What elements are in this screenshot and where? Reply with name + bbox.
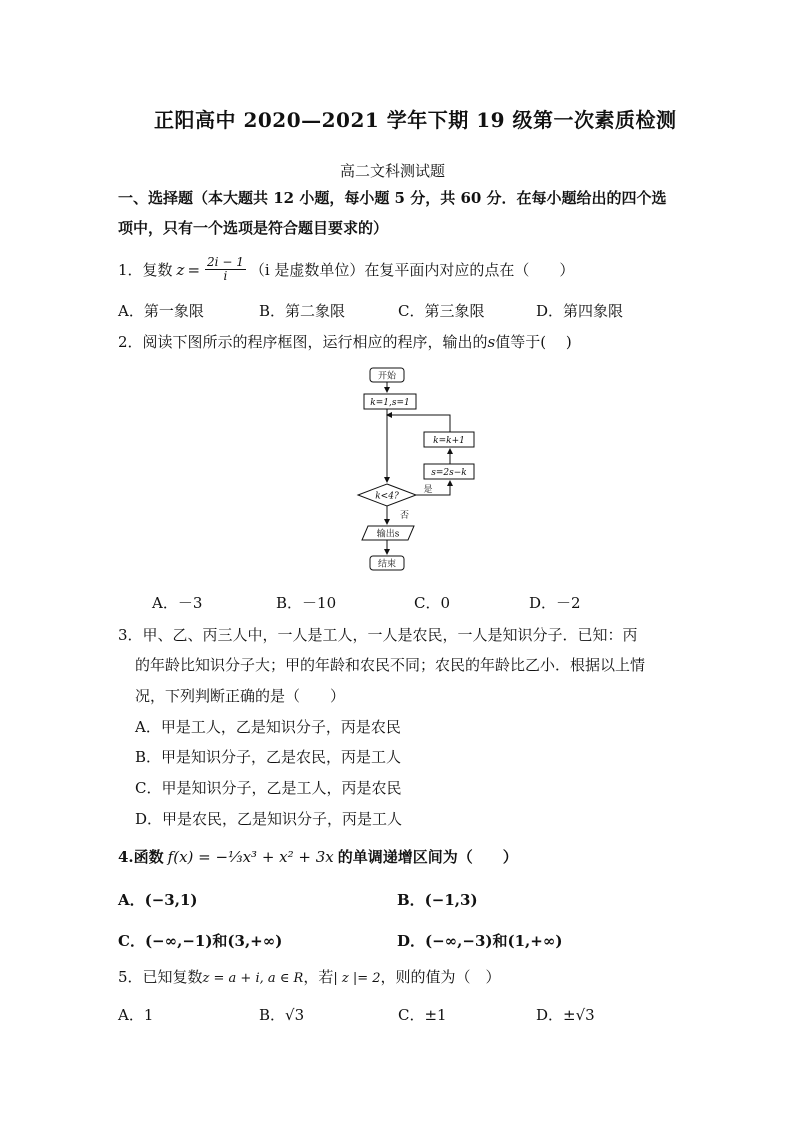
q1-option-d[interactable]: D．第四象限 (536, 302, 624, 320)
flow-condition-label: k<4? (375, 491, 399, 502)
q5-suffix: ，则的值为（ ） (380, 968, 501, 986)
q3-line-2: 的年龄比知识分子大；甲的年龄和农民不同；农民的年龄比乙小．根据以上情 (135, 656, 646, 674)
q4-option-c[interactable]: C．(−∞,−1)和(3,+∞) (118, 932, 283, 950)
flow-yes-label: 是 (423, 485, 433, 495)
q5-prefix: 5．已知复数 (118, 968, 203, 986)
flow-update-k-label: k=k+1 (433, 436, 465, 446)
question-4 (118, 846, 518, 867)
q4-option-a[interactable]: A．(−3,1) (118, 891, 198, 909)
q3-option-c[interactable]: C．甲是知识分子，乙是工人，丙是农民 (135, 779, 402, 797)
q1-prefix: 1．复数 (118, 261, 173, 279)
flow-end-label: 结束 (377, 559, 397, 570)
question-5 (118, 966, 501, 987)
flowchart (340, 360, 500, 580)
q4-formula: f(x) = −⅓x³ + x² + 3x (167, 848, 334, 866)
question-2 (118, 331, 572, 352)
q1-eq: = (187, 260, 201, 279)
q1-fraction (205, 256, 246, 283)
section-heading (118, 187, 667, 208)
page-subtitle: 高二文科测试题 (340, 162, 446, 180)
q2-text-a: 2．阅读下图所示的程序框图，运行相应的程序，输出的 (118, 333, 488, 351)
q5-condition: | z |= 2 (333, 971, 381, 986)
q1-suffix: （i 是虚数单位）在复平面内对应的点在（ ） (249, 261, 575, 279)
page-title: 正阳高中 2020—2021 学年下期 19 级第一次素质检测 (154, 108, 677, 132)
q3-option-a[interactable]: A．甲是工人，乙是知识分子，丙是农民 (135, 718, 401, 736)
q1-option-b[interactable]: B．第二象限 (259, 302, 346, 320)
question-1 (118, 256, 574, 283)
q3-line-1: 3．甲、乙、丙三人中，一人是工人，一人是农民，一人是知识分子．已知：丙 (118, 626, 638, 644)
flow-start-label: 开始 (377, 371, 397, 382)
q4-option-b[interactable]: B．(−1,3) (397, 891, 478, 909)
q2-option-d[interactable]: D．－2 (529, 594, 581, 612)
q5-formula: z = a + i, a ∈ R (202, 971, 304, 986)
q3-option-d[interactable]: D．甲是农民，乙是知识分子，丙是工人 (135, 810, 403, 828)
q5-option-d[interactable]: D．±√3 (536, 1006, 595, 1024)
section-heading-desc: 本大题共 12 小题，每小题 5 分，共 60 分．在每小题给出的四个选 (208, 189, 667, 207)
q2-option-a[interactable]: A．－3 (152, 594, 203, 612)
flow-no-label: 否 (400, 511, 410, 521)
q2-text-b: 值等于( ) (495, 333, 572, 351)
q4-prefix: 4.函数 (118, 848, 164, 866)
section-heading-line2: 项中，只有一个选项是符合题目要求的） (118, 219, 389, 237)
q5-option-a[interactable]: A．1 (118, 1006, 154, 1024)
q4-option-d[interactable]: D．(−∞,−3)和(1,+∞) (397, 932, 563, 950)
q1-frac-denominator: i (223, 269, 228, 283)
q1-option-c[interactable]: C．第三象限 (398, 302, 485, 320)
q1-frac-numerator: 2i − 1 (207, 255, 244, 269)
q5-mid: ，若 (303, 968, 334, 986)
q1-var: z (176, 260, 185, 279)
q2-var: s (487, 333, 496, 351)
q3-option-b[interactable]: B．甲是知识分子，乙是农民，丙是工人 (135, 748, 402, 766)
q5-option-c[interactable]: C．±1 (398, 1006, 447, 1024)
flow-output-label: 输出s (376, 529, 400, 540)
section-heading-lead: 一、选择题（ (118, 189, 209, 207)
flow-update-s-label: s=2s−k (431, 468, 467, 478)
q3-line-3: 况，下列判断正确的是（ ） (135, 687, 346, 705)
q2-option-b[interactable]: B．－10 (276, 594, 337, 612)
flow-init-label: k=1,s=1 (370, 398, 410, 408)
q2-option-c[interactable]: C．0 (414, 594, 451, 612)
q4-suffix: 的单调递增区间为（ ） (337, 848, 518, 866)
q5-option-b[interactable]: B．√3 (259, 1006, 305, 1024)
q1-option-a[interactable]: A．第一象限 (118, 302, 204, 320)
